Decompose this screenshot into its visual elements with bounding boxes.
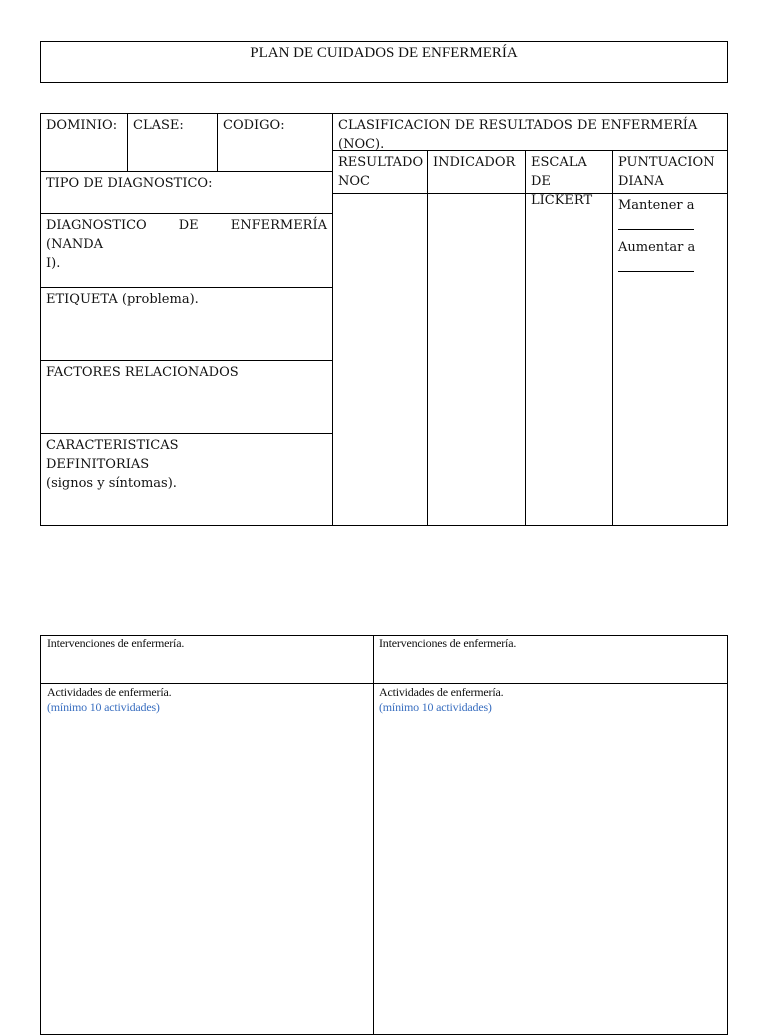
puntuacion-diana-header: [613, 151, 728, 193]
escala-lickert-header: [526, 151, 612, 212]
title-text: PLAN DE CUIDADOS DE ENFERMERÍA: [250, 45, 518, 61]
escala-line2: LICKERT: [531, 193, 593, 208]
resultado-line2: NOC: [338, 174, 370, 189]
actividades-left: [42, 684, 372, 716]
diagnostico-line2: I).: [46, 256, 61, 271]
intervenciones-right: Intervenciones de enfermería.: [379, 636, 517, 650]
table1-divider: [427, 150, 428, 526]
noc-header-line1: CLASIFICACION DE RESULTADOS DE ENFERMERÍA: [338, 118, 698, 133]
minimo-left-note: (mínimo 10 actividades): [47, 700, 160, 714]
actividades-right-label: Actividades de enfermería.: [379, 685, 504, 699]
indicador-header: INDICADOR: [433, 155, 516, 170]
diagnostico-line1: DIAGNOSTICO DE ENFERMERÍA (NANDA: [46, 218, 327, 252]
diagnostico-label: [41, 214, 332, 275]
puntuacion-diana-cell: [613, 194, 728, 282]
tipo-diagnostico-label: TIPO DE DIAGNOSTICO:: [46, 176, 213, 191]
puntuacion-line2: DIANA: [618, 174, 664, 189]
caracteristicas-line1: CARACTERISTICAS DEFINITORIAS: [46, 438, 179, 472]
caracteristicas-label: [41, 434, 273, 495]
aumentar-blank: [618, 257, 694, 272]
mantener-blank: [618, 215, 694, 230]
noc-header-line2: (NOC).: [338, 137, 385, 152]
clase-label: CLASE:: [133, 118, 184, 133]
actividades-right: [374, 684, 724, 716]
noc-header: [333, 114, 728, 156]
escala-line1: ESCALA DE: [531, 155, 587, 189]
dominio-label: DOMINIO:: [46, 118, 118, 133]
actividades-left-label: Actividades de enfermería.: [47, 685, 172, 699]
resultado-noc-header: [333, 151, 427, 193]
etiqueta-label: ETIQUETA (problema).: [46, 292, 199, 307]
puntuacion-line1: PUNTUACION: [618, 155, 715, 170]
mantener-label: Mantener a: [618, 198, 695, 213]
resultado-line1: RESULTADO: [338, 155, 424, 170]
factores-label: FACTORES RELACIONADOS: [46, 365, 239, 380]
minimo-right-note: (mínimo 10 actividades): [379, 700, 492, 714]
caracteristicas-line2: (signos y síntomas).: [46, 476, 177, 491]
page-title: [40, 41, 728, 83]
intervenciones-left: Intervenciones de enfermería.: [47, 636, 185, 650]
codigo-label: CODIGO:: [223, 118, 285, 133]
aumentar-label: Aumentar a: [618, 240, 696, 255]
